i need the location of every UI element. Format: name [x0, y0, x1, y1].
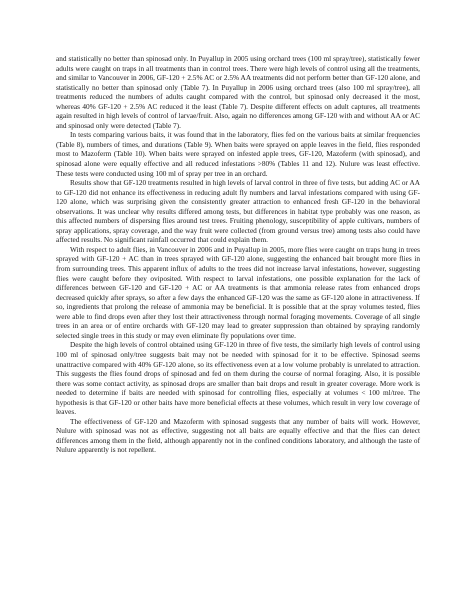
paragraph-3: Results show that GF-120 treatments resulted in high levels of larval control in three of five tests, but adding AC or AA to GF-120 did not enhance its effectiveness in reducing adult fly numbers and larval infestations compared with using GF-120 alone, which was surprising given the consistently greater attraction to enhanced fresh GF-120 in the behavioral observations. It was unclear why results differed among tests, but differences in habitat type probably was one reason, as this affected numbers of dispersing flies around test trees. Fruiting phenology, susceptibility of apple cultivars, numbers of spray applications, spray coverage, and the way fruit were collected (from ground versus tree) among tests also could have affected results. No significant rainfall occurred that could explain them.	[56, 178, 420, 245]
document-page	[56, 54, 420, 455]
paragraph-4: With respect to adult flies, in Vancouver in 2006 and in Puyallup in 2005, more flies were caught on traps hung in trees sprayed with GF-120 + AC than in trees sprayed with GF-120 alone, suggesting the enhanced bait brought more flies in from surrounding trees. This apparent influx of adults to the trees did not increase larval infestations, however, suggesting flies were caught before they oviposited. With respect to larval infestations, one possible explanation for the lack of differences between GF-120 and GF-120 + AC or AA treatments is that ammonia release rates from enhanced drops decreased quickly after sprays, so after a few days the enhanced GF-120 was the same as GF-120 alone in attractiveness. If so, ingredients that prolong the release of ammonia may be beneficial. It is possible that at the spray volumes tested, flies were able to find drops even after they lost their attractiveness through normal foraging movements. Coverage of all single trees in an area or of entire orchards with GF-120 may lead to greater suppression than obtained by spraying randomly selected single trees in this study or may even eliminate fly populations over time.	[56, 244, 420, 340]
paragraph-1: and statistically no better than spinosad only. In Puyallup in 2005 using orchard trees (100 ml spray/tree), statistically fewer adults were caught on traps in all treatments than in control trees. There were high levels of control using all the treatments, and similar to Vancouver in 2006, GF-120 + 2.5% AC or 2.5% AA treatments did not perform better than GF-120 alone, and statistically no better than spinosad only (Table 7). In Puyallup in 2006 using orchard trees (also 100 ml spray/tree), all treatments reduced the numbers of adults caught compared with the control, but spinosad only decreased it the most, whereas 40% GF-120 + 2.5% AC reduced it the least (Table 7). Despite different effects on adult captures, all treatments again resulted in high levels of control of larvae/fruit. Also, again no differences among GF-120 with and without AA or AC and spinosad only were detected (Table 7).	[56, 54, 420, 130]
paragraph-5: Despite the high levels of control obtained using GF-120 in three of five tests, the similarly high levels of control using 100 ml of spinosad only/tree suggests bait may not be needed with spinosad for it to be effective. Spinosad seems unattractive compared with 40% GF-120 alone, so its effectiveness even at a low volume probably is unrelated to attraction. This suggests the flies found drops of spinosad and fed on them during the course of normal foraging. Also, it is possible there was some contact activity, as spinosad drops are smaller than bait drops and result in greater coverage. More work is needed to determine if baits are needed with spinosad for controlling flies, especially at volumes < 100 ml/tree. The hypothesis is that GF-120 or other baits have more beneficial effects at these volumes, which result in very low coverage of leaves.	[56, 340, 420, 417]
paragraph-6: The effectiveness of GF-120 and Mazoferm with spinosad suggests that any number of baits will work. However, Nulure with spinosad was not as effective, suggesting not all baits are equally effective and that the flies can detect differences among them in the field, although apparently not in the confined conditions laboratory, and although the taste of Nulure apparently is not repellent.	[56, 416, 420, 455]
paragraph-2: In tests comparing various baits, it was found that in the laboratory, flies fed on the various baits at similar frequencies (Table 8), numbers of times, and durations (Table 9). When baits were sprayed on apple leaves in the field, flies responded most to Mazoferm (Table 10). When baits were sprayed on infested apple trees, GF-120, Mazoferm (with spinosad), and spinosad alone were equally effective and all reduced infestations >80% (Tables 11 and 12). Nulure was least effective. These tests were conducted using 100 ml of spray per tree in an orchard.	[56, 130, 420, 178]
